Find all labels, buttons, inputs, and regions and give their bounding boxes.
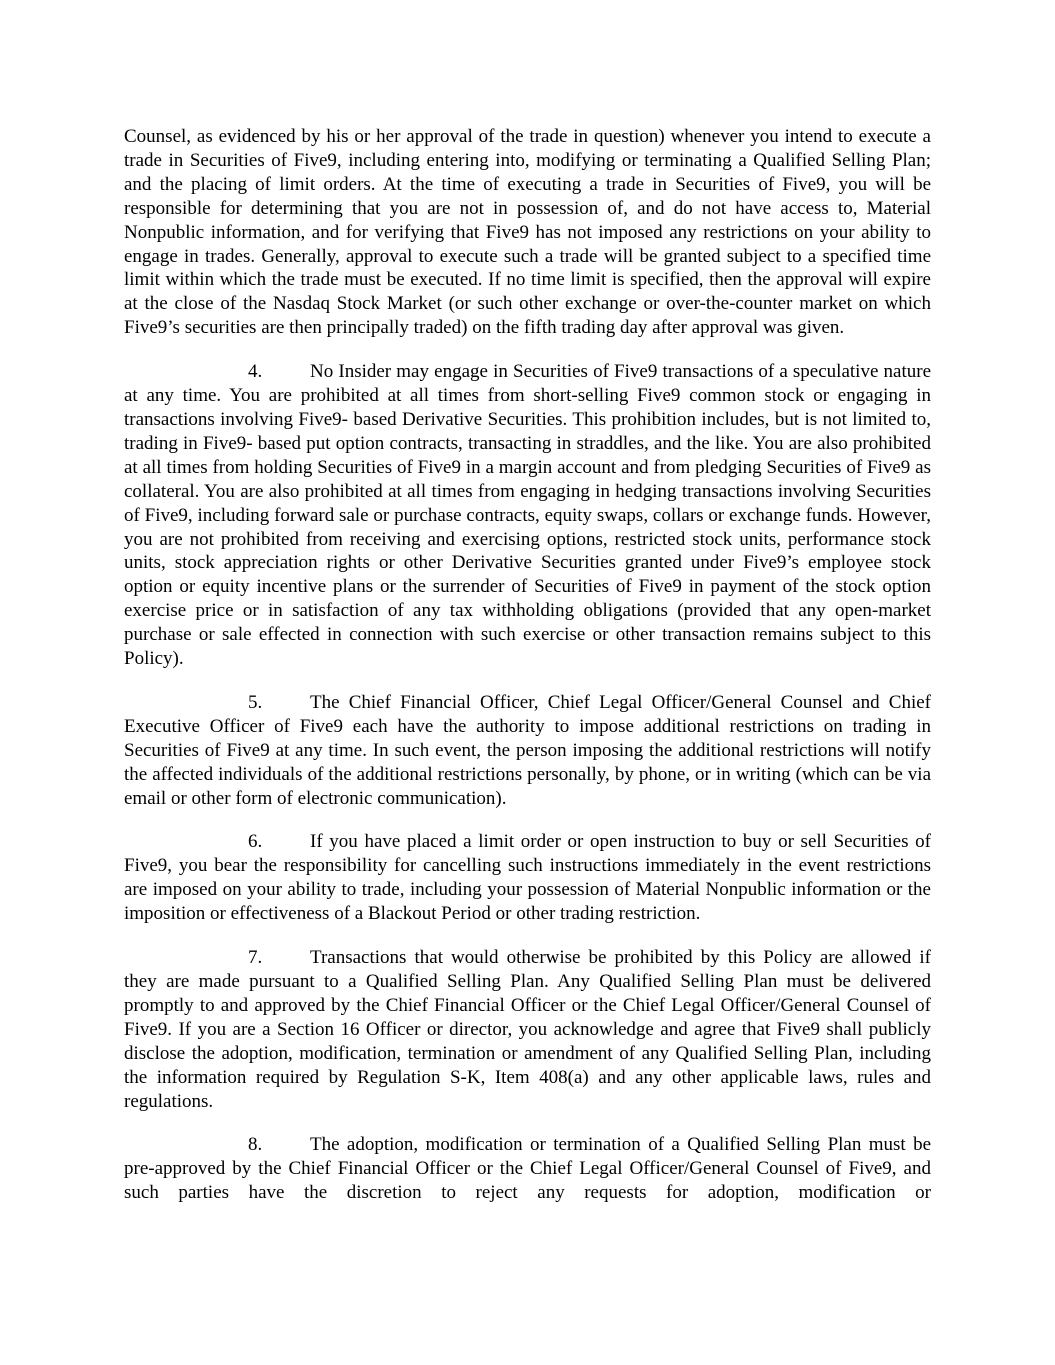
paragraph-text: No Insider may engage in Securities of Five9 transactions of a speculative nature at any time. You are prohibited at all times from short-selling Five9 common stock or engaging in transactions involving Five9- based Derivative Securities. This prohibition includes, but is not limited to, trading in Five9- based put option contracts, transacting in straddles, and the like. You are also prohibited at all times from holding Securities of Five9 in a margin account and from pledging Securities of Five9 as collateral. You are also prohibited at all times from engaging in hedging transactions involving Securities of Five9, including forward sale or purchase contracts, equity swaps, collars or exchange funds. However, you are not prohibited from receiving and exercising options, restricted stock units, performance stock units, stock appreciation rights or other Derivative Securities granted under Five9’s employee stock option or equity incentive plans or the surrender of Securities of Five9 in payment of the stock option exercise price or in satisfaction of any tax withholding obligations (provided that any open-market purchase or sale effected in connection with such exercise or other transaction remains subject to this Policy). [124,361,931,670]
paragraph-8 [124,1133,931,1205]
paragraph-6 [124,830,931,926]
paragraph-5 [124,691,931,811]
paragraph-number: 4. [248,361,263,383]
paragraph-text: The Chief Financial Officer, Chief Legal Officer/General Counsel and Chief Executive Officer of Five9 each have the authority to impose additional restrictions on trading in Securities of Five9 at any time. In such event, the person imposing the additional restrictions will notify the affected individuals of the additional restrictions personally, by phone, or in writing (which can be via email or other form of electronic communication). [124,691,931,809]
paragraph-number: 7. [248,947,263,969]
paragraph-continued [124,125,931,340]
document-body [124,125,931,1225]
paragraph-4 [124,360,931,671]
paragraph-number: 6. [248,831,263,853]
paragraph-text: The adoption, modification or termination of a Qualified Selling Plan must be pre-approved by the Chief Financial Officer or the Chief Legal Officer/General Counsel of Five9, and such parties have the discretion to reject any requests for adoption, modification or [124,1134,931,1204]
paragraph-text: Counsel, as evidenced by his or her approval of the trade in question) whenever you intend to execute a trade in Securities of Five9, including entering into, modifying or terminating a Qualified Selling Plan; and the placing of limit orders. At the time of executing a trade in Securities of Five9, you will be responsible for determining that you are not in possession of, and do not have access to, Material Nonpublic information, and for verifying that Five9 has not imposed any restrictions on your ability to engage in trades. Generally, approval to execute such a trade will be granted subject to a specified time limit within which the trade must be executed. If no time limit is specified, then the approval will expire at the close of the Nasdaq Stock Market (or such other exchange or over-the-counter market on which Five9’s securities are then principally traded) on the fifth trading day after approval was given. [124,126,931,339]
paragraph-number: 5. [248,691,263,713]
paragraph-text: If you have placed a limit order or open instruction to buy or sell Securities of Five9, you bear the responsibility for cancelling such instructions immediately in the event restrictions are imposed on your ability to trade, including your possession of Material Nonpublic information or the imposition or effectiveness of a Blackout Period or other trading restriction. [124,831,931,925]
paragraph-number: 8. [248,1134,263,1156]
paragraph-text: Transactions that would otherwise be prohibited by this Policy are allowed if they are made pursuant to a Qualified Selling Plan. Any Qualified Selling Plan must be delivered promptly to and approved by the Chief Financial Officer or the Chief Legal Officer/General Counsel of Five9. If you are a Section 16 Officer or director, you acknowledge and agree that Five9 shall publicly disclose the adoption, modification, termination or amendment of any Qualified Selling Plan, including the information required by Regulation S-K, Item 408(a) and any other applicable laws, rules and regulations. [124,947,931,1112]
paragraph-7 [124,946,931,1113]
